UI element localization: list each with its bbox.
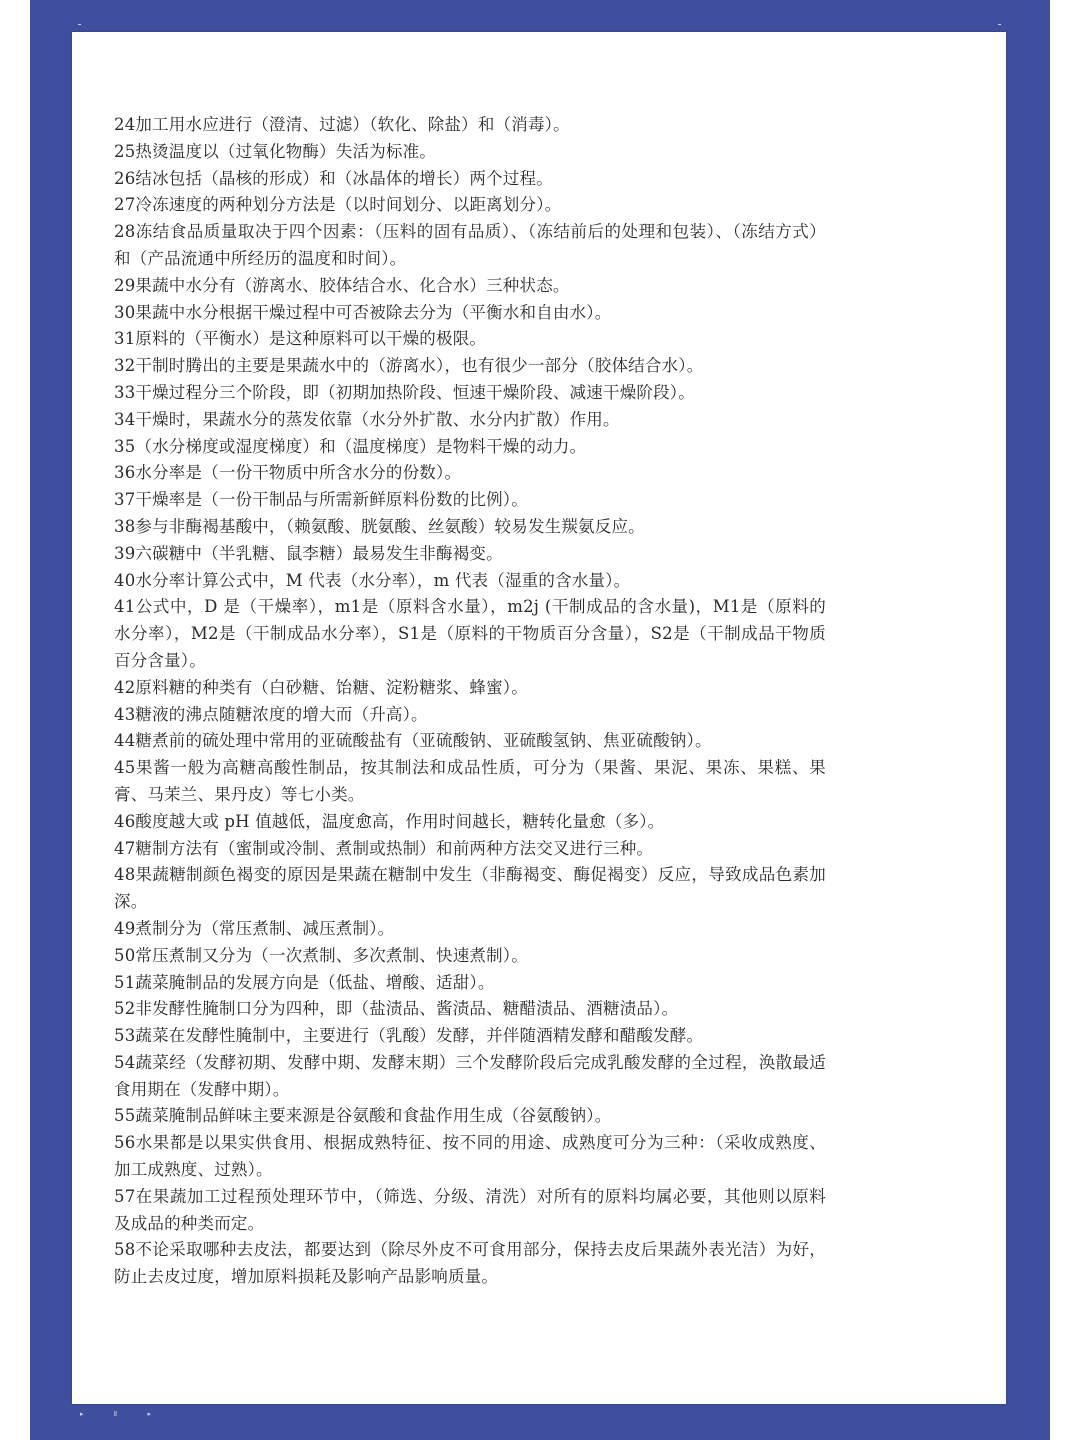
list-item: 34干燥时，果蔬水分的蒸发依靠（水分外扩散、水分内扩散）作用。 — [114, 409, 620, 429]
list-item: 29果蔬中水分有（游离水、胶体结合水、化合水）三种状态。 — [114, 275, 570, 295]
faint-playback-controls — [80, 1410, 176, 1418]
list-item: 51蔬菜腌制品的发展方向是（低盐、增酸、适甜）。 — [114, 972, 495, 992]
list-item: 36水分率是（一份干物质中所含水分的份数）。 — [114, 463, 462, 483]
list-item: 33干燥过程分三个阶段，即（初期加热阶段、恒速干燥阶段、减速干燥阶段）。 — [114, 382, 695, 402]
list-item: 35（水分梯度或湿度梯度）和（温度梯度）是物料干燥的动力。 — [114, 436, 587, 456]
list-item: 53蔬菜在发酵性腌制中，主要进行（乳酸）发酵，并伴随酒精发酵和醋酸发酵。 — [114, 1026, 704, 1046]
list-item: 45果酱一般为高糖高酸性制品，按其制法和成品性质，可分为（果酱、果泥、果冻、果糕、果膏、马茉兰、果丹皮）等七小类。 — [114, 758, 826, 804]
list-item: 55蔬菜腌制品鲜味主要来源是谷氨酸和食盐作用生成（谷氨酸钠）。 — [114, 1106, 612, 1126]
pause-icon: Ⅱ — [113, 1410, 121, 1418]
list-item: 41公式中，D 是（干燥率），m1是（原料含水量），m2j (干制成品的含水量)，M1是（原料的水分率），M2是（干制成品水分率），S1是（原料的干物质百分含量），S2是（干制成品干物质百分含量）。 — [114, 597, 826, 670]
list-item: 38参与非酶褐基酸中，（赖氨酸、胱氨酸、丝氨酸）较易发生羰氨反应。 — [114, 516, 645, 536]
list-item: 24加工用水应进行（澄清、过滤）（软化、除盐）和（消毒）。 — [114, 115, 570, 134]
list-item: 49煮制分为（常压煮制、减压煮制）。 — [114, 918, 395, 938]
list-item: 28冻结食品质量取决于四个因素：（压料的固有品质）、（冻结前后的处理和包装）、（冻结方式）和（产品流通中所经历的温度和时间）。 — [114, 222, 826, 268]
list-item: 58不论采取哪种去皮法，都要达到（除尽外皮不可食用部分，保持去皮后果蔬外表光洁）为好，防止去皮过度，增加原料损耗及影响产品影响质量。 — [114, 1240, 826, 1287]
corner-mark — [998, 24, 1001, 25]
next-icon: ▸ — [147, 1410, 154, 1418]
document-content — [114, 112, 826, 1291]
list-item: 37干燥率是（一份干制品与所需新鲜原料份数的比例）。 — [114, 490, 528, 510]
list-item: 27冷冻速度的两种划分方法是（以时间划分、以距离划分）。 — [114, 195, 562, 215]
previous-icon: ▸ — [80, 1410, 87, 1418]
list-item: 57在果蔬加工过程预处理环节中，（筛选、分级、清洗）对所有的原料均属必要，其他则以原料及成品的种类而定。 — [114, 1186, 826, 1233]
list-item: 25热烫温度以（过氧化物酶）失活为标准。 — [114, 141, 436, 161]
list-item: 43糖液的沸点随糖浓度的增大而（升高）。 — [114, 704, 428, 724]
corner-mark — [78, 24, 81, 25]
list-item: 40水分率计算公式中，M 代表（水分率），m 代表（湿重的含水量）。 — [114, 570, 631, 590]
list-item: 31原料的（平衡水）是这种原料可以干燥的极限。 — [114, 329, 487, 349]
list-item: 56水果都是以果实供食用、根据成熟特征、按不同的用途、成熟度可分为三种：（采收成熟度、加工成熟度、过熟）。 — [114, 1133, 826, 1180]
list-item: 52非发酵性腌制口分为四种，即（盐渍品、酱渍品、糖醋渍品、酒糖渍品）。 — [114, 999, 679, 1019]
list-item: 39六碳糖中（半乳糖、鼠李糖）最易发生非酶褐变。 — [114, 543, 503, 563]
list-item: 50常压煮制又分为（一次煮制、多次煮制、快速煮制）。 — [114, 945, 528, 965]
list-item: 47糖制方法有（蜜制或冷制、煮制或热制）和前两种方法交叉进行三种。 — [114, 838, 654, 858]
list-item: 44糖煮前的硫处理中常用的亚硫酸盐有（亚硫酸钠、亚硫酸氢钠、焦亚硫酸钠）。 — [114, 731, 712, 751]
list-item: 54蔬菜经（发酵初期、发酵中期、发酵末期）三个发酵阶段后完成乳酸发酵的全过程，涣散最适食用期在（发酵中期）。 — [114, 1052, 826, 1099]
list-item: 42原料糖的种类有（白砂糖、饴糖、淀粉糖浆、蜂蜜）。 — [114, 677, 528, 697]
list-item: 48果蔬糖制颜色褐变的原因是果蔬在糖制中发生（非酶褐变、酶促褐变）反应，导致成品色素加深。 — [114, 865, 826, 912]
list-item: 26结冰包括（晶核的形成）和（冰晶体的增长）两个过程。 — [114, 168, 553, 188]
list-item: 46酸度越大或 pH 值越低，温度愈高，作用时间越长，糖转化量愈（多）。 — [114, 811, 665, 831]
list-item: 30果蔬中水分根据干燥过程中可否被除去分为（平衡水和自由水）。 — [114, 302, 612, 322]
list-item: 32干制时腾出的主要是果蔬水中的（游离水），也有很少一部分（胶体结合水）。 — [114, 356, 704, 376]
